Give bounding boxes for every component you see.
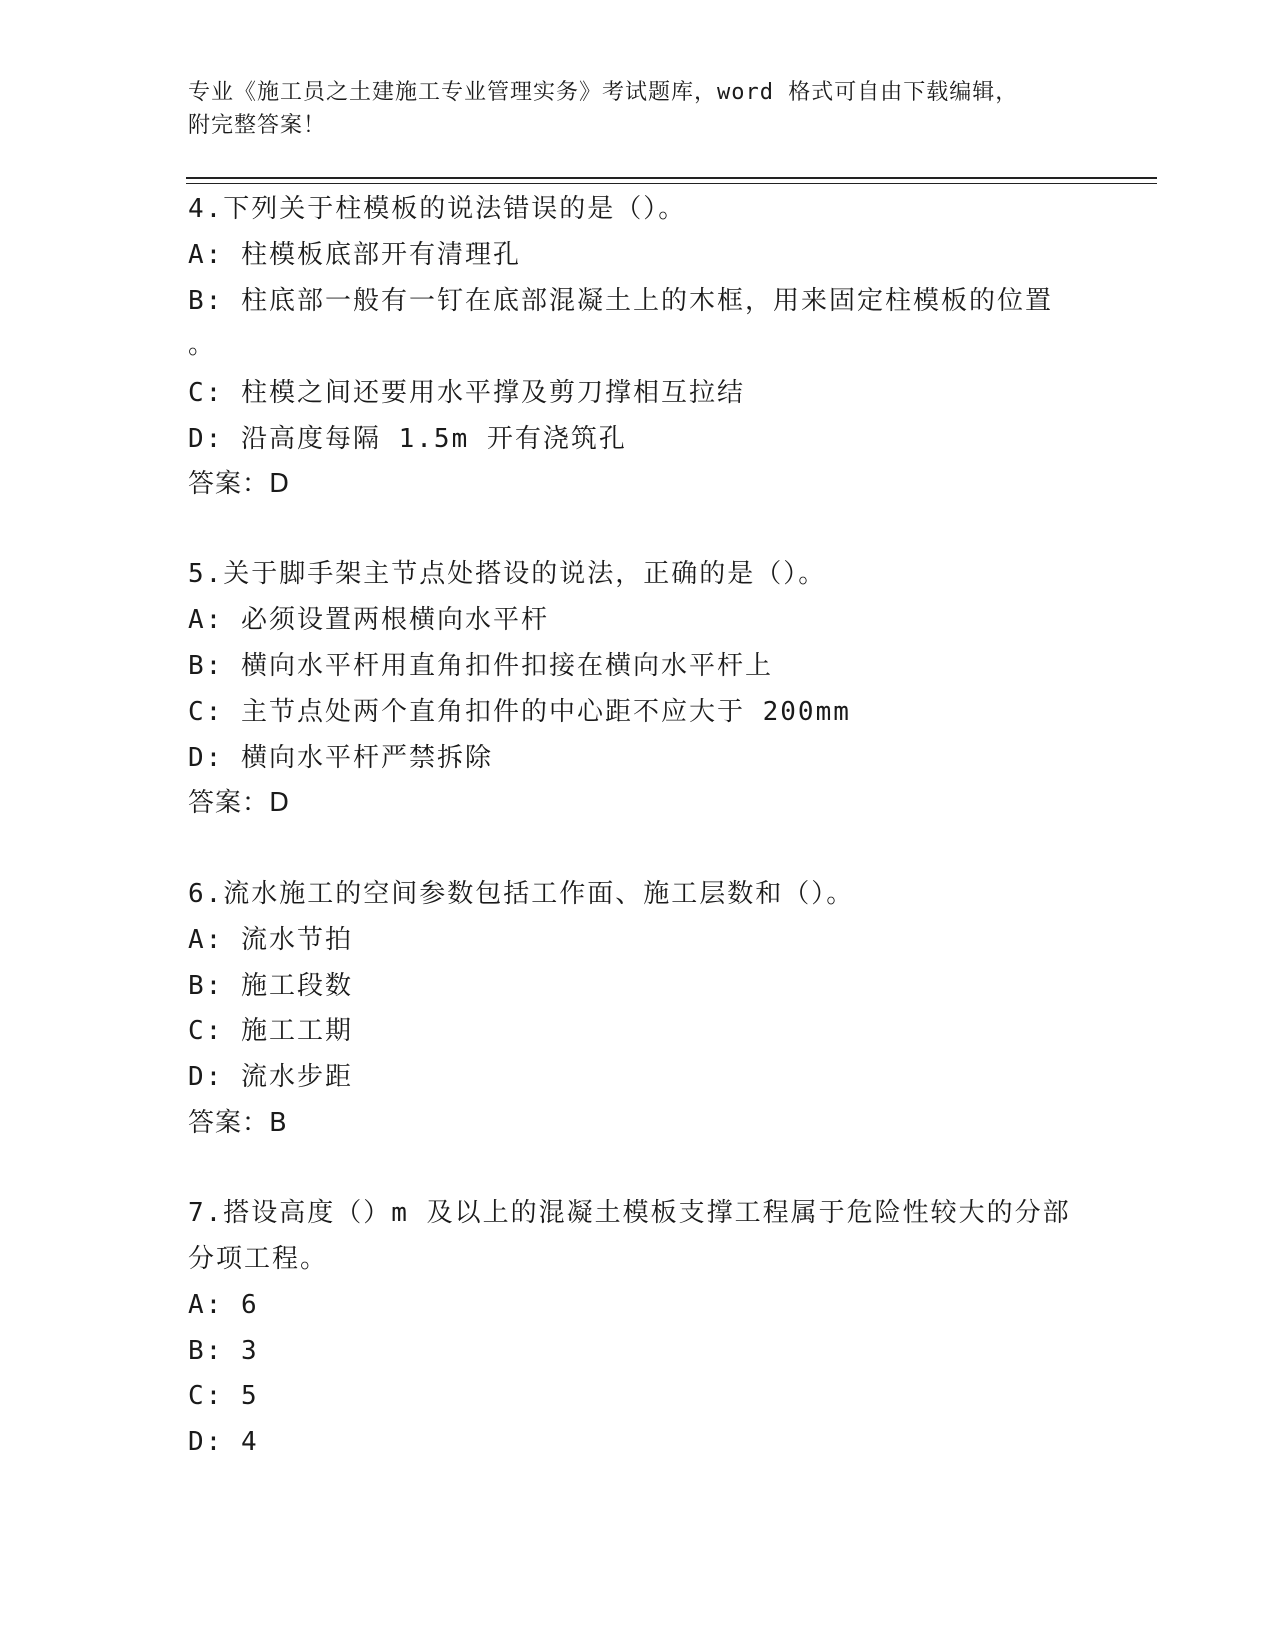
question-4-option-b-cont: 。: [188, 330, 217, 360]
question-5-answer: 答案：D: [188, 788, 291, 818]
question-5-option-d: D: 横向水平杆严禁拆除: [188, 743, 493, 773]
question-4-option-a: A: 柱模板底部开有清理孔: [188, 240, 521, 270]
question-4-option-d: D: 沿高度每隔 1.5m 开有浇筑孔: [188, 424, 627, 454]
header-divider-thin: [186, 183, 1157, 184]
question-6-option-c: C: 施工工期: [188, 1016, 353, 1046]
header-divider-thick: [186, 177, 1157, 179]
question-4-option-c: C: 柱模之间还要用水平撑及剪刀撑相互拉结: [188, 378, 745, 408]
question-4-option-b: B: 柱底部一般有一钉在底部混凝土上的木框，用来固定柱模板的位置: [188, 286, 1053, 316]
question-6-option-a: A: 流水节拍: [188, 925, 353, 955]
question-5-option-c: C: 主节点处两个直角扣件的中心距不应大于 200mm: [188, 697, 851, 727]
question-7-option-c: C: 5: [188, 1381, 259, 1411]
question-5-option-b: B: 横向水平杆用直角扣件扣接在横向水平杆上: [188, 651, 773, 681]
question-5-stem: 5.关于脚手架主节点处搭设的说法，正确的是（）。: [188, 559, 827, 589]
question-6-option-b: B: 施工段数: [188, 971, 353, 1001]
question-7-option-a: A: 6: [188, 1290, 259, 1320]
header-line-1: 专业《施工员之土建施工专业管理实务》考试题库，word 格式可自由下载编辑，: [188, 80, 1019, 105]
question-7-option-b: B: 3: [188, 1336, 259, 1366]
question-5-option-a: A: 必须设置两根横向水平杆: [188, 605, 549, 635]
question-7-stem-cont: 分项工程。: [188, 1244, 329, 1274]
question-6-option-d: D: 流水步距: [188, 1062, 353, 1092]
question-7-option-d: D: 4: [188, 1427, 259, 1457]
question-6-answer: 答案：B: [188, 1108, 288, 1138]
question-6-stem: 6.流水施工的空间参数包括工作面、施工层数和（）。: [188, 879, 855, 909]
question-4-answer: 答案：D: [188, 469, 291, 499]
header-line-2: 附完整答案！: [188, 113, 327, 138]
document-header: [188, 76, 1088, 142]
question-7-stem: 7.搭设高度（）m 及以上的混凝土模板支撑工程属于危险性较大的分部: [188, 1198, 1071, 1228]
question-4-stem: 4.下列关于柱模板的说法错误的是（）。: [188, 194, 687, 224]
